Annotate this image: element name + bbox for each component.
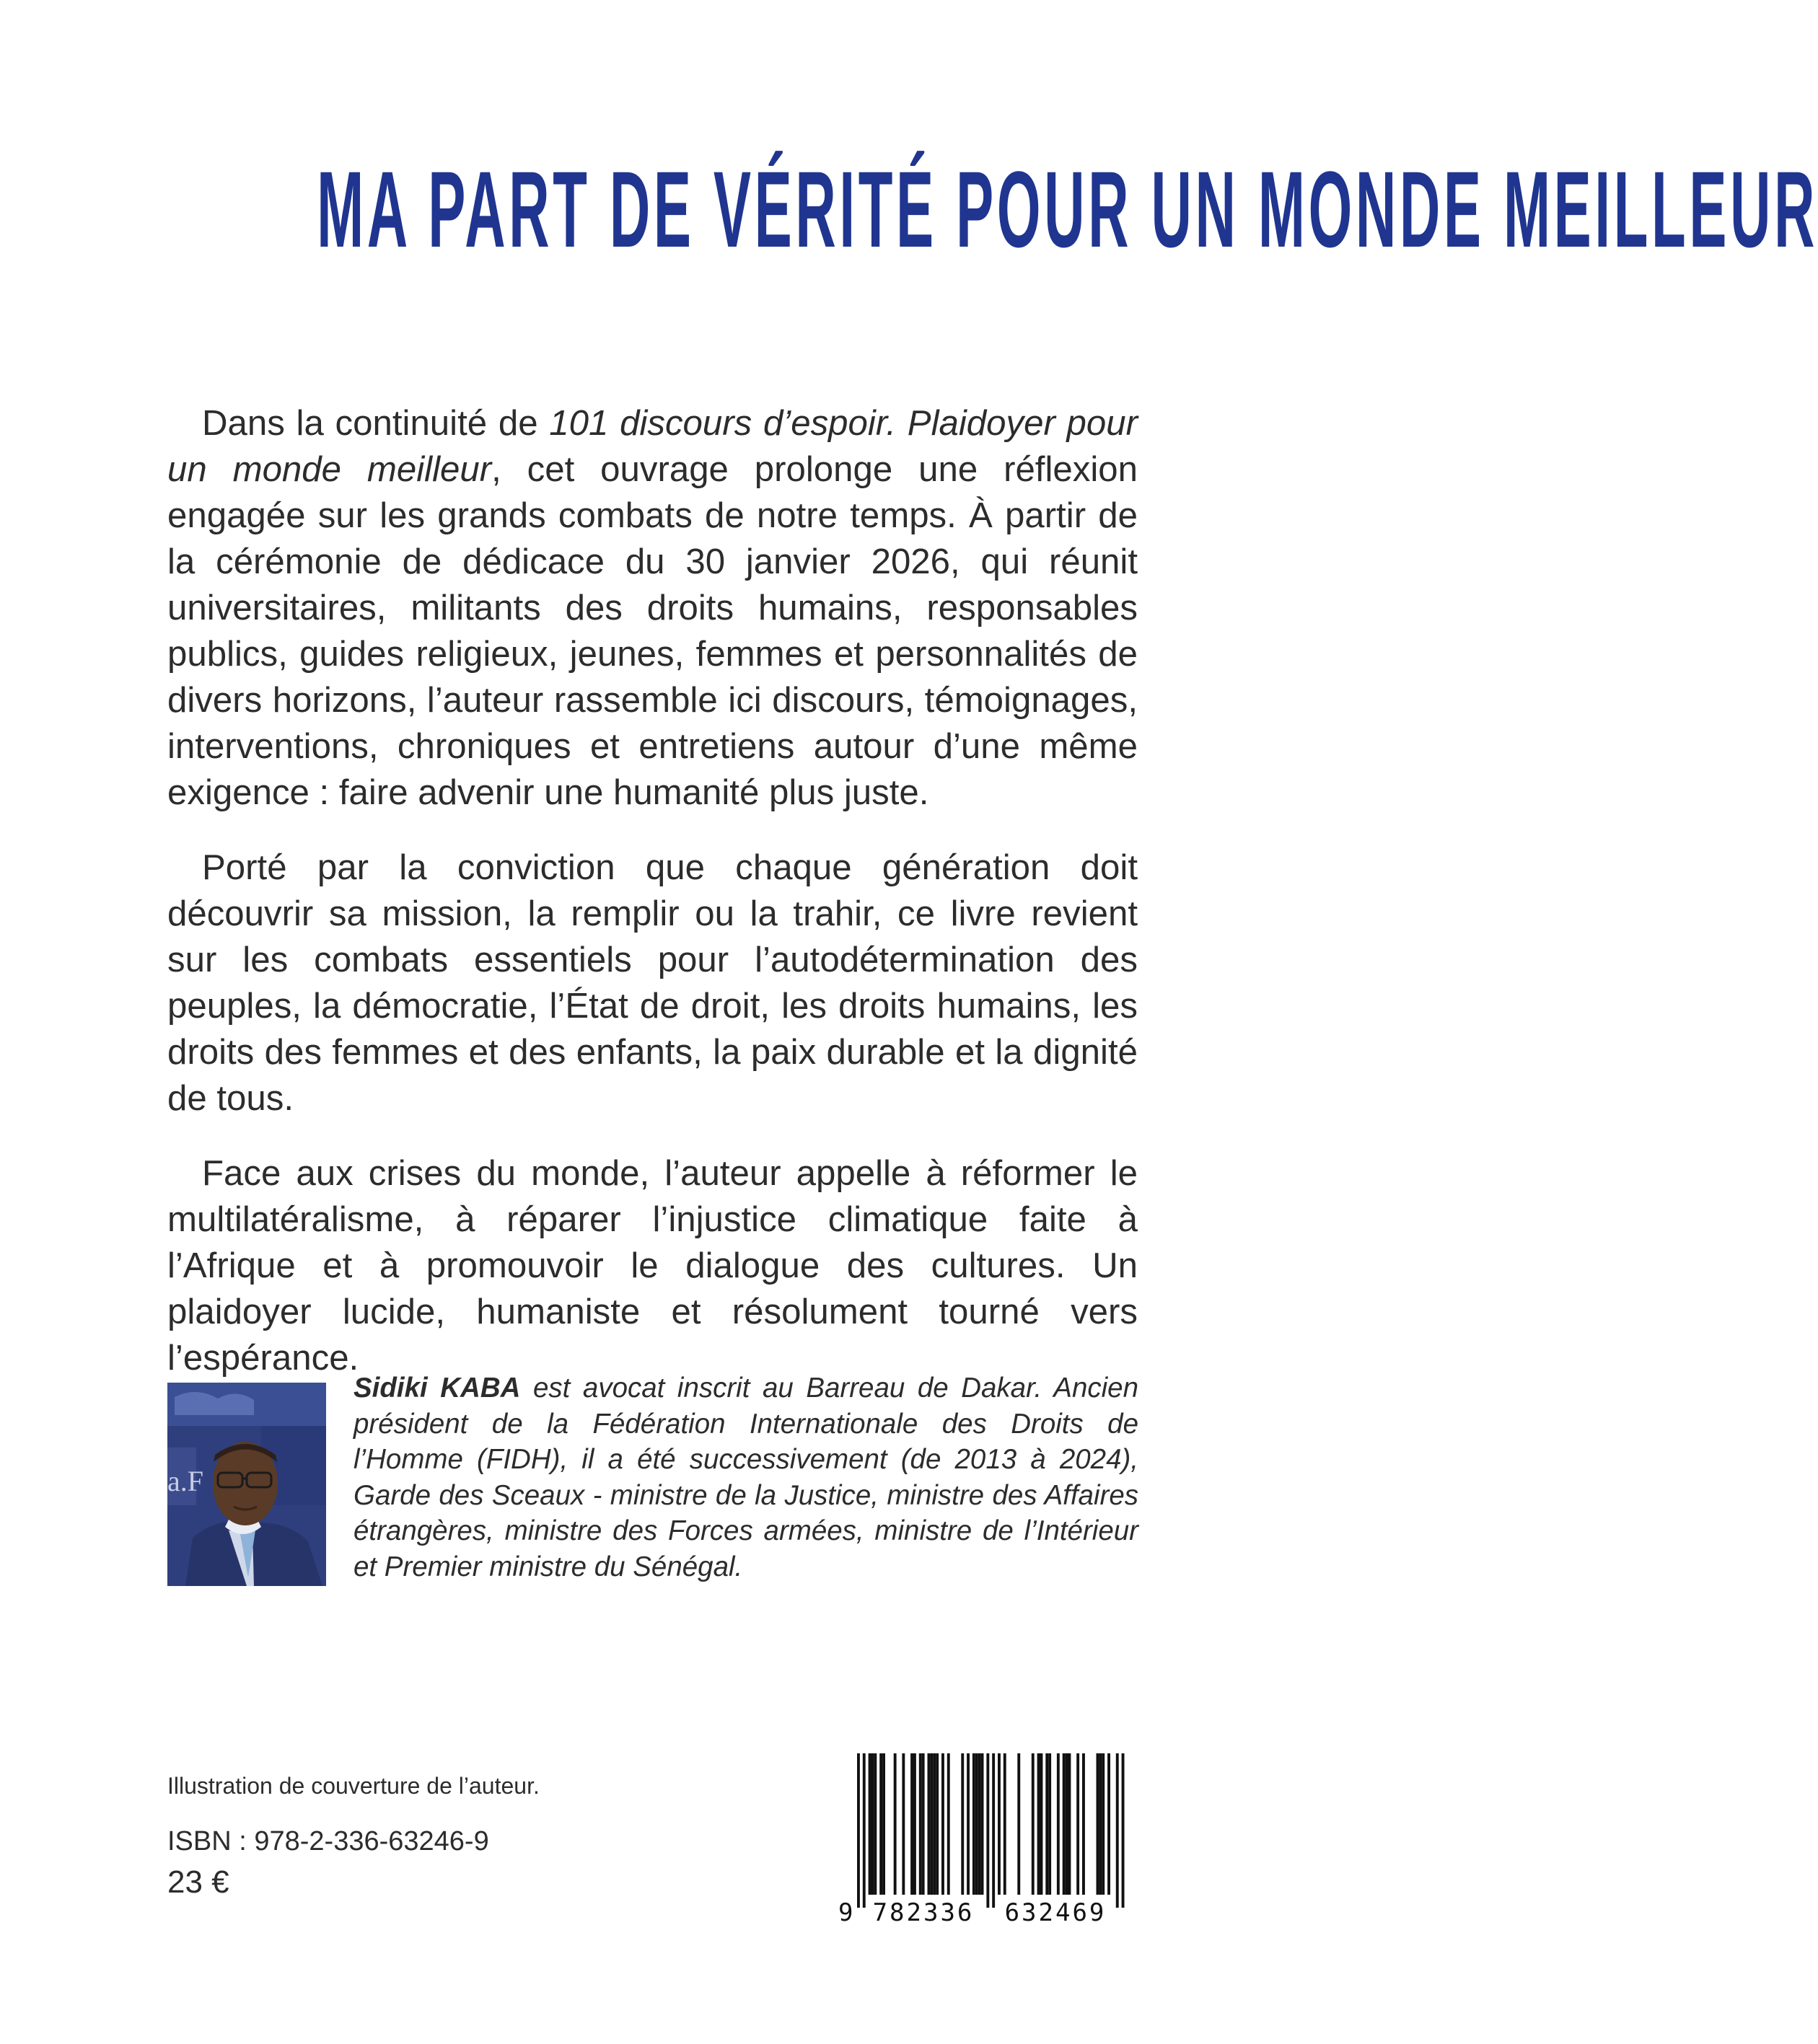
barcode-bar: [1066, 1753, 1068, 1895]
illustration-credit: Illustration de couverture de l’auteur.: [167, 1773, 540, 1799]
barcode-bar: [1057, 1753, 1060, 1895]
barcode-bar: [910, 1753, 913, 1895]
barcode-bar: [1063, 1753, 1066, 1895]
barcode-bar: [978, 1753, 981, 1895]
barcode-bar: [1032, 1753, 1035, 1895]
book-title: MA PART DE VÉRITÉ POUR UN MONDE MEILLEUR: [317, 149, 1818, 270]
barcode-bar: [947, 1753, 950, 1895]
barcode-bar: [863, 1753, 866, 1908]
barcode-bar: [894, 1753, 897, 1895]
barcode-bar: [857, 1753, 860, 1908]
svg-text:a.F: a.F: [167, 1465, 203, 1497]
barcode-bar: [1045, 1753, 1048, 1895]
barcode-bar: [981, 1753, 984, 1895]
barcode-bar: [1107, 1753, 1110, 1895]
barcode-bar: [1004, 1753, 1006, 1895]
barcode-bar: [1076, 1753, 1079, 1895]
author-photo: [167, 1383, 326, 1586]
isbn-barcode: [835, 1749, 1138, 1929]
barcode-bar: [882, 1753, 885, 1895]
barcode-bar: [936, 1753, 939, 1895]
barcode-bar: [1099, 1753, 1102, 1895]
barcode-bar: [913, 1753, 916, 1895]
barcode-bar: [919, 1753, 922, 1895]
barcode-bar: [871, 1753, 874, 1895]
barcode-bar: [879, 1753, 882, 1895]
barcode-bar: [930, 1753, 933, 1895]
barcode-bar: [1097, 1753, 1099, 1895]
author-bio: Sidiki KABA est avocat inscrit au Barreau de Dakar. Ancien président de la Fédération Internationale des Droits de l’Homme (FIDH), il a été successivement (de 2013 à 2024), Garde des Sceaux - ministre de la Justice, ministre des Affaires étrangères, ministre des Forces armées, ministre de l’Intérieur et Premier ministre du Sénégal.: [354, 1373, 1139, 1582]
isbn: ISBN : 978-2-336-63246-9: [167, 1826, 489, 1856]
barcode-bar: [986, 1753, 989, 1908]
barcode-bar: [928, 1753, 931, 1895]
barcode-right-digits: 632469: [1004, 1898, 1107, 1927]
barcode-bar: [922, 1753, 925, 1895]
barcode-bar: [992, 1753, 995, 1908]
barcode-bar: [941, 1753, 944, 1895]
barcode-bar: [1082, 1753, 1085, 1895]
price: 23 €: [167, 1864, 229, 1900]
blurb-paragraph-3: Face aux crises du monde, l’auteur appelle à réformer le multilatéralisme, à réparer l’injustice climatique faite à l’Afrique et à promouvoir le dialogue des cultures. Un plaidoyer lucide, humaniste et résolument tourné vers l’espérance.: [167, 1153, 1138, 1378]
barcode-bars: [857, 1753, 1125, 1908]
barcode-bar: [1068, 1753, 1071, 1895]
barcode-bar: [1040, 1753, 1043, 1895]
blurb-paragraph-1: Dans la continuité de 101 discours d’espoir. Plaidoyer pour un monde meilleur, cet ouvrage prolonge une réflexion engagée sur les grands combats de notre temps. À partir de la cérémonie de dédicace du 30 janvier 2026, qui réunit universitaires, militants des droits humains, responsables publics, guides religieux, jeunes, femmes et personnalités de divers horizons, l’auteur rassemble ici discours, témoignages, interventions, chroniques et entretiens autour d’une même exigence : faire advenir une humanité plus juste.: [167, 403, 1138, 812]
blurb-paragraph-2: Porté par la conviction que chaque génération doit découvrir sa mission, la remplir ou la trahir, ce livre revient sur les combats essentiels pour l’autodétermination des peuples, la démocratie, l’État de droit, les droits humains, les droits des femmes et des enfants, la paix durable et la dignité de tous.: [167, 847, 1138, 1118]
barcode-bar: [874, 1753, 877, 1895]
barcode-bar: [1048, 1753, 1051, 1895]
referenced-book-title: 101 discours d’espoir. Plaidoyer pour un monde meilleur: [167, 403, 1138, 489]
barcode-bar: [869, 1753, 871, 1895]
barcode-bar: [902, 1753, 905, 1895]
barcode-bar: [961, 1753, 964, 1895]
barcode-bar: [1102, 1753, 1105, 1895]
barcode-first-digit: 9: [838, 1898, 853, 1927]
barcode-bar: [967, 1753, 970, 1895]
barcode-bar: [975, 1753, 978, 1895]
barcode-bar: [1017, 1753, 1020, 1895]
barcode-bar: [1037, 1753, 1040, 1895]
barcode-bar: [998, 1753, 1001, 1895]
back-cover-blurb: [167, 400, 1138, 1410]
barcode-bar: [933, 1753, 936, 1895]
barcode-left-digits: 782336: [872, 1898, 975, 1927]
barcode-bar: [972, 1753, 975, 1895]
barcode-bar: [1122, 1753, 1125, 1908]
author-name: Sidiki KABA: [354, 1373, 521, 1404]
barcode-bar: [1116, 1753, 1119, 1908]
